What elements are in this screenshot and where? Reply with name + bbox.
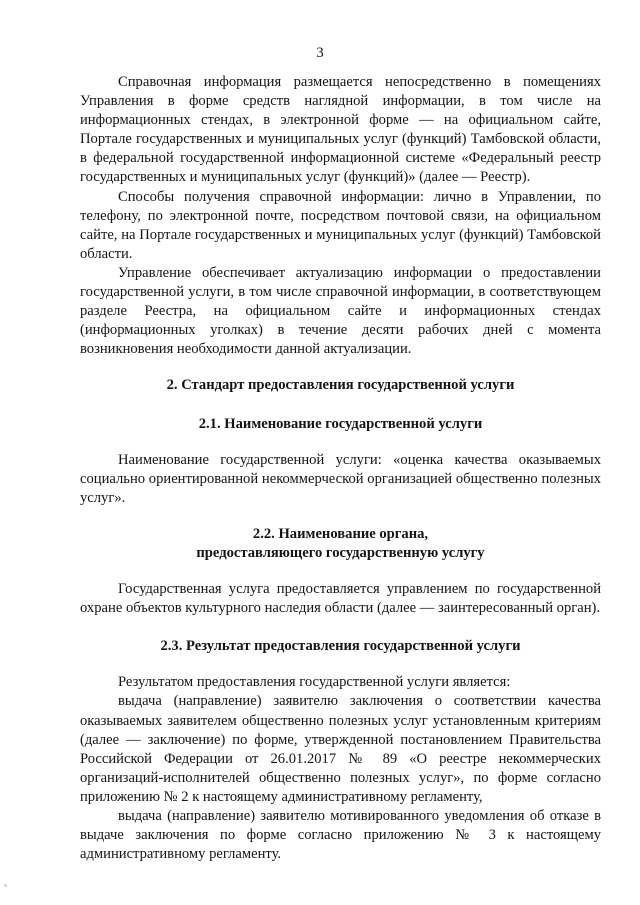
section-heading-2: 2. Стандарт предоставления государственной услуги — [166, 377, 515, 394]
document-body — [80, 73, 601, 864]
page-number: 3 — [316, 45, 324, 61]
paragraph-result-item-conclusion: выдача (направление) заявителю заключения о соответствии качества оказываемых заявителем общественно полезных услуг установленным критериям (далее — заключение) по форме, утвержденной постановлением Правительства Российской Федерации от 26.01.2017 № 89 «О реестре некоммерческих организаций-исполнителей общественно полезных услуг», по форме согласно приложению № 2 к настоящему административному регламенту, — [80, 693, 601, 805]
section-heading-2-1: 2.1. Наименование государственной услуги — [198, 415, 483, 432]
spacer — [80, 396, 601, 415]
section-heading-2-2-line1: 2.2. Наименование органа, — [252, 525, 429, 542]
spacer — [80, 434, 601, 451]
spacer — [80, 656, 601, 673]
spacer — [80, 618, 601, 637]
paragraph-reference-info-placement: Справочная информация размещается непосредственно в помещениях Управления в форме средств наглядной информации, в том числе на информационных стендах, в электронной форме — на официальном сайте, Портале государственных и муниципальных услуг (функций) Тамбовской области, в федеральной государственной информационной системе «Федеральный реестр государственных и муниципальных услуг (функций)» (далее — Реестр). — [80, 74, 601, 186]
section-heading-2-3: 2.3. Результат предоставления государственной услуги — [160, 638, 521, 655]
spacer — [80, 508, 601, 525]
spacer — [80, 563, 601, 580]
section-heading-2-2-line2: предоставляющего государственную услугу — [196, 544, 485, 561]
paragraph-providing-body: Государственная услуга предоставляется управлением по государственной охране объектов культурного наследия области (далее — заинтересованный орган). — [80, 581, 601, 617]
spacer — [80, 359, 601, 376]
paragraph-info-actualization: Управление обеспечивает актуализацию информации о предоставлении государственной услуги, в том числе справочной информации, в соответствующем разделе Реестра, на официальном сайте и информационных стендах (информационных уголках) в течение десяти рабочих дней с момента возникновения необходимости данной актуализации. — [80, 264, 601, 358]
paragraph-result-intro: Результатом предоставления государственной услуги является: — [118, 674, 511, 691]
paragraph-service-name: Наименование государственной услуги: «оценка качества оказываемых социально ориентированной некоммерческой организацией общественно полезных услуг». — [80, 451, 601, 506]
paragraph-reference-info-methods: Способы получения справочной информации: лично в Управлении, по телефону, по электронной почте, посредством почтовой связи, на официальном сайте, на Портале государственных и муниципальных услуг (функций) Тамбовской области. — [80, 188, 601, 262]
scan-artifact — [4, 884, 7, 887]
paragraph-result-item-refusal: выдача (направление) заявителю мотивированного уведомления об отказе в выдаче заключения по форме согласно приложению № 3 к настоящему административному регламенту. — [80, 808, 601, 863]
